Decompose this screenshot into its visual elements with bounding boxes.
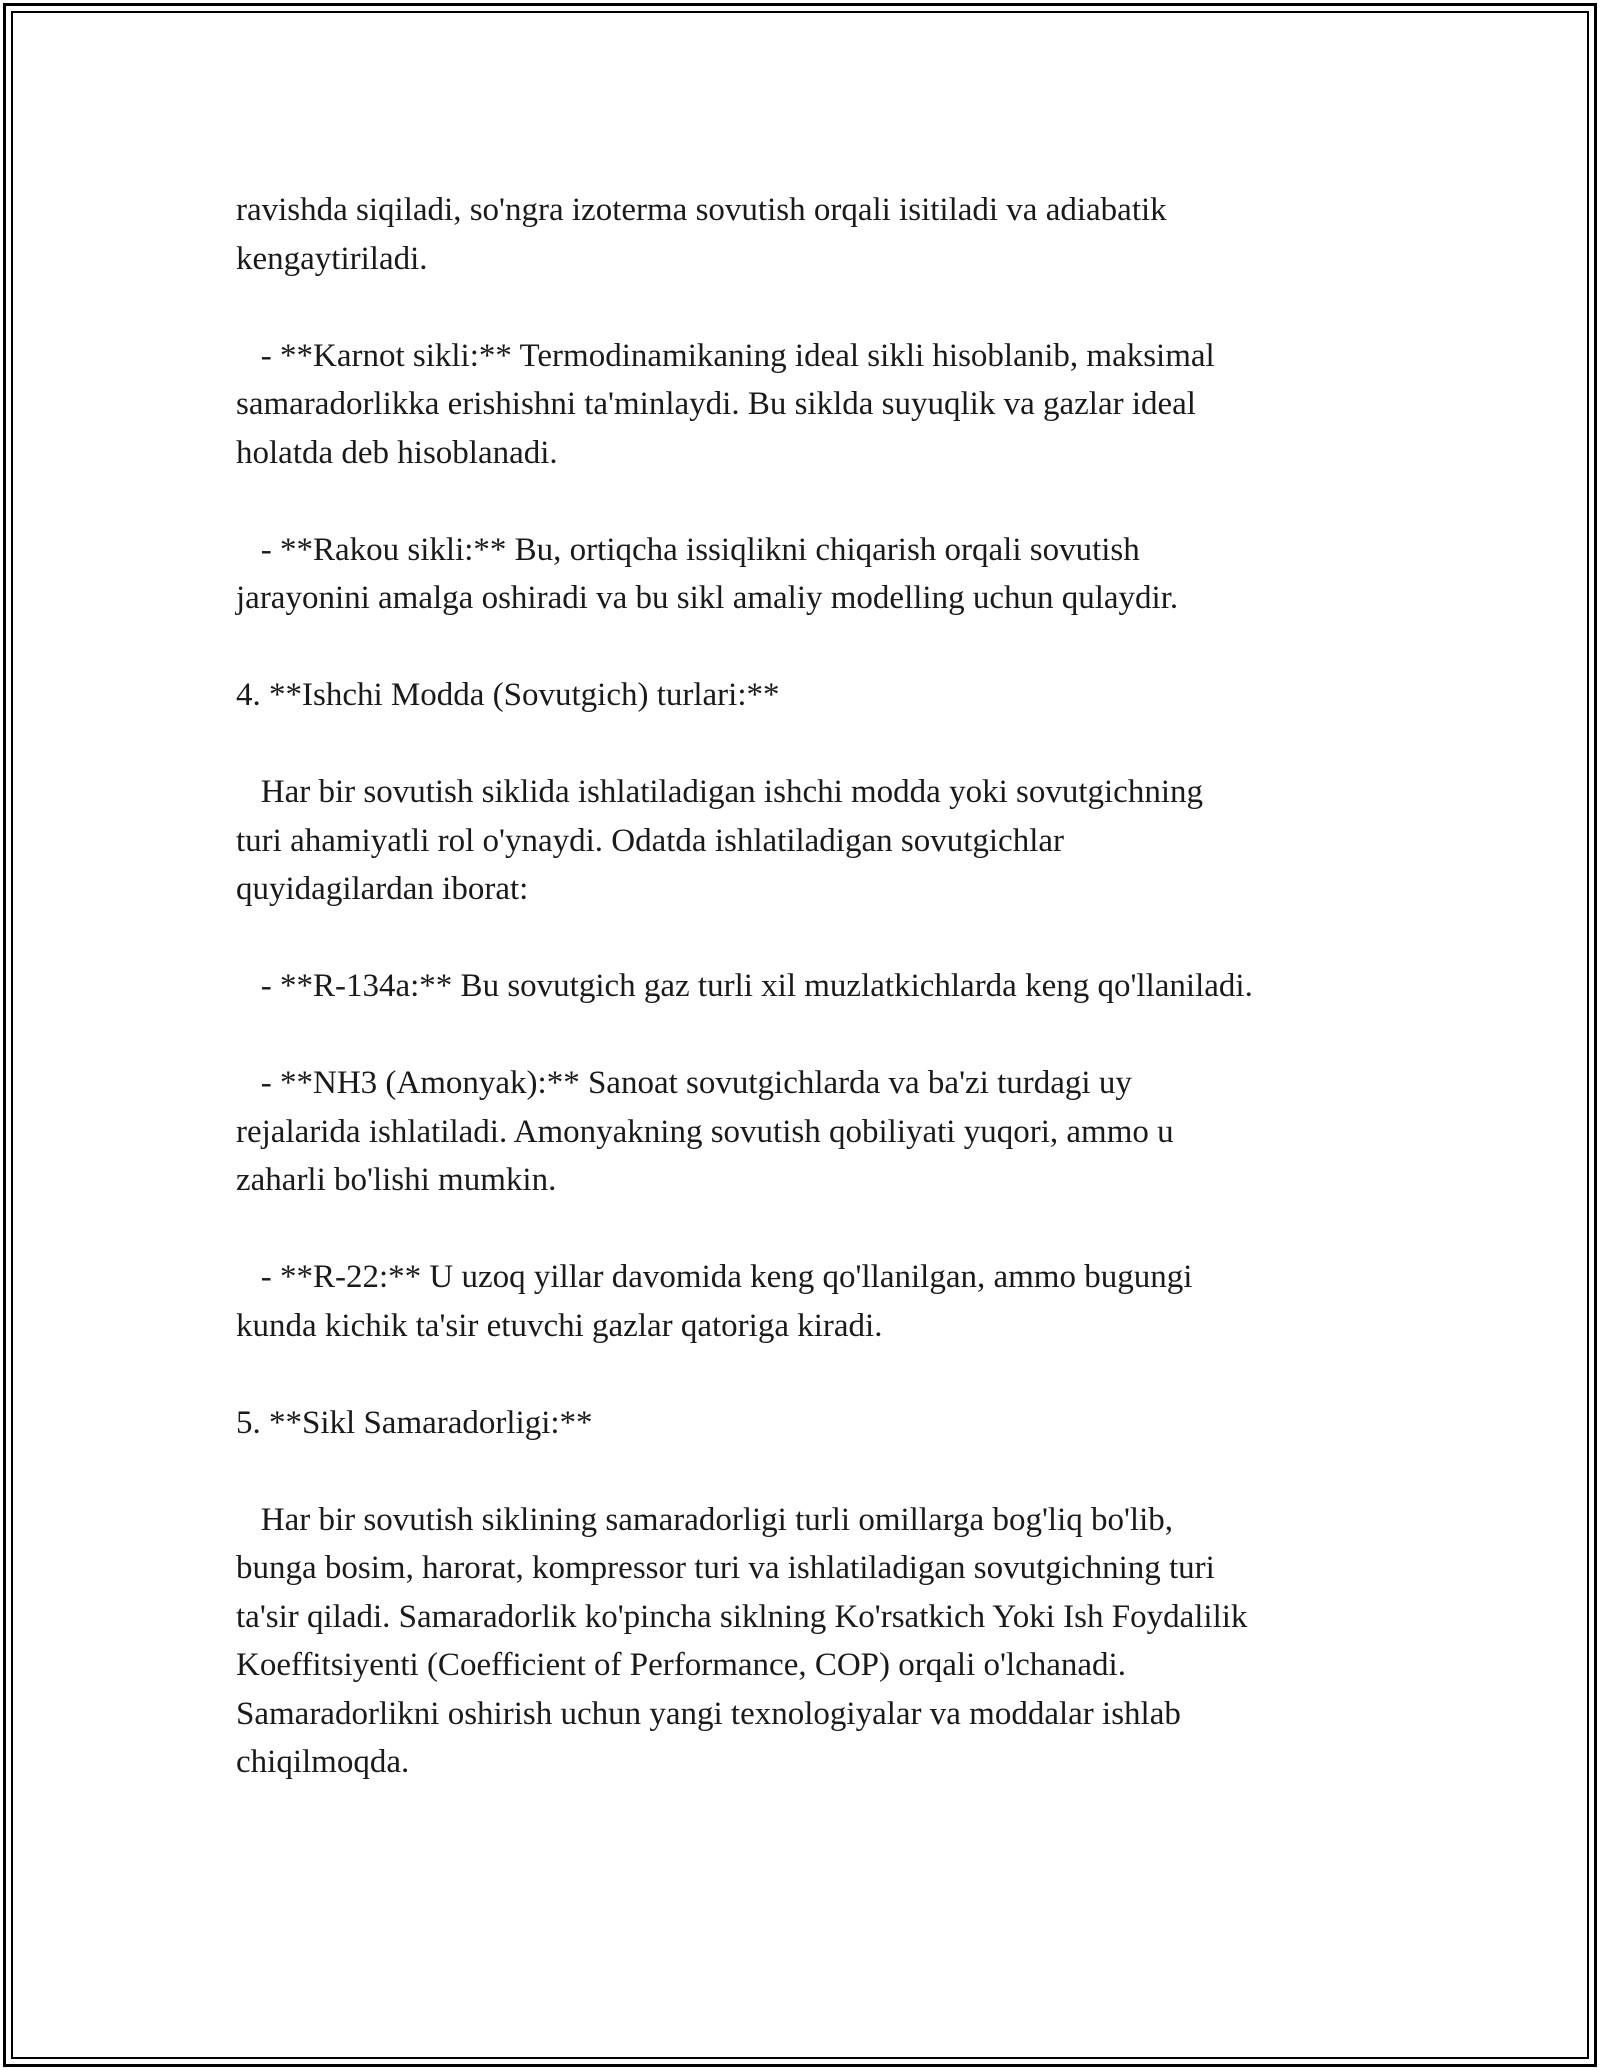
section-heading-cycle-efficiency: 5. **Sikl Samaradorligi:** xyxy=(236,1404,593,1441)
paragraph-r22: - **R-22:** U uzoq yillar davomida keng qo'llanilgan, ammo bugungi kunda kichik ta'sir etuvchi gazlar qatoriga kiradi. xyxy=(236,1259,1193,1344)
document-body xyxy=(236,186,1386,1787)
paragraph-cycle-continuation: ravishda siqiladi, so'ngra izoterma sovutish orqali isitiladi va adiabatik kengaytiriladi. xyxy=(236,192,1167,277)
paragraph-cycle-efficiency: Har bir sovutish siklining samaradorligi turli omillarga bog'liq bo'lib, bunga bosim, harorat, kompressor turi va ishlatiladigan sovutgichning turi ta'sir qiladi. Samaradorlik ko'pincha siklning Ko'rsatkich Yoki Ish Foydalilik Koeffitsiyenti (Coefficient of Performance, COP) orqali o'lchanadi. Samaradorlikni oshirish uchun yangi texnologiyalar va moddalar ishlab chiqilmoqda. xyxy=(236,1501,1248,1780)
paragraph-rakou-cycle: - **Rakou sikli:** Bu, ortiqcha issiqlikni chiqarish orqali sovutish jarayonini amalga oshiradi va bu sikl amaliy modelling uchun qulaydir. xyxy=(236,531,1179,616)
paragraph-r134a: - **R-134a:** Bu sovutgich gaz turli xil muzlatkichlarda keng qo'llaniladi. xyxy=(236,968,1253,1004)
paragraph-refrigerant-intro: Har bir sovutish siklida ishlatiladigan ishchi modda yoki sovutgichning turi ahamiyatli rol o'ynaydi. Odatda ishlatiladigan sovutgichlar quyidagilardan iborat: xyxy=(236,774,1203,907)
paragraph-nh3: - **NH3 (Amonyak):** Sanoat sovutgichlarda va ba'zi turdagi uy rejalarida ishlatiladi. Amonyakning sovutish qobiliyati yuqori, ammo u zaharli bo'lishi mumkin. xyxy=(236,1065,1174,1198)
paragraph-karnot-cycle: - **Karnot sikli:** Termodinamikaning ideal sikli hisoblanib, maksimal samaradorlikka erishishni ta'minlaydi. Bu siklda suyuqlik va gazlar ideal holatda deb hisoblanadi. xyxy=(236,337,1215,471)
section-heading-refrigerant-types: 4. **Ishchi Modda (Sovutgich) turlari:** xyxy=(236,677,780,713)
